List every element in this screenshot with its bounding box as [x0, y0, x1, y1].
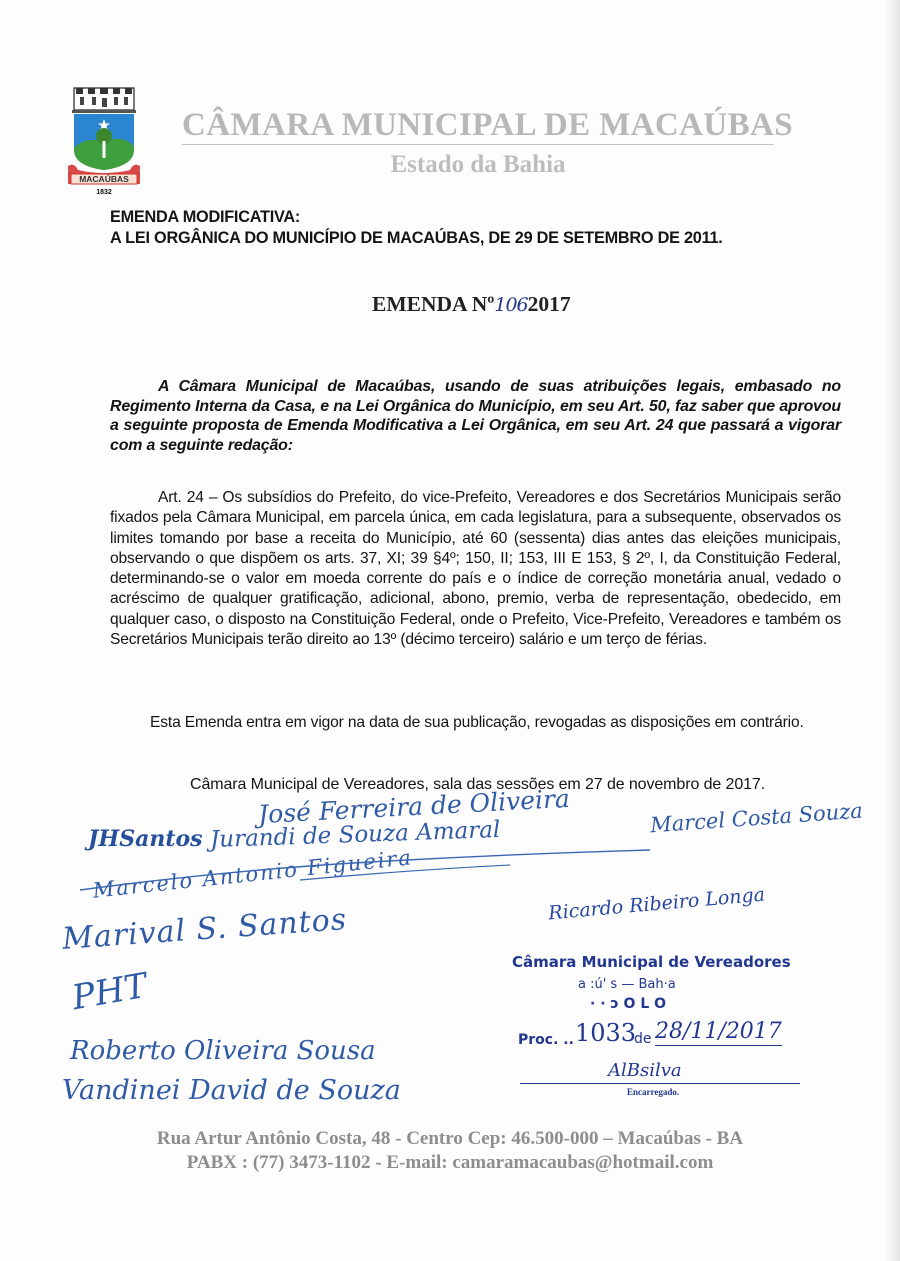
page-edge-shadow	[886, 0, 900, 1261]
signature: PHT	[69, 965, 151, 1019]
stamp-line-3: · · ɔ O L O	[590, 996, 667, 1012]
castle-crown-icon	[72, 88, 136, 113]
signature: Marcel Costa Souza	[649, 798, 864, 838]
dateline: Câmara Municipal de Vereadores, sala das sessões em 27 de novembro de 2017.	[190, 776, 766, 793]
stamp-line-2: a :ú' s — Bah·a	[578, 977, 676, 992]
signature: Vandinei David de Souza	[62, 1075, 401, 1106]
proc-date: 28/11/2017	[655, 1019, 782, 1044]
title-prefix: EMENDA Nº	[372, 292, 495, 316]
signature: JHSantos	[88, 826, 203, 852]
signature: Jurandi de Souza Amaral	[209, 816, 501, 854]
stamp-line-1: Câmara Municipal de Vereadores	[512, 953, 791, 971]
caption-line-2: A LEI ORGÂNICA DO MUNICÍPIO DE MACAÚBAS, DE 29 DE SETEMBRO DE 2011.	[110, 229, 723, 247]
preamble-paragraph: A Câmara Municipal de Macaúbas, usando de suas atribuições legais, embasado no Regimento Interna da Casa, e na Lei Orgânica do Município, em seu Art. 50, faz saber que aprovou a seguinte proposta de Emenda Modificativa a Lei Orgânica, em seu Art. 24 que passará a vigorar com a seguinte redação:	[110, 378, 841, 455]
proc-number: 1033	[575, 1019, 637, 1047]
de-label: de	[634, 1031, 652, 1047]
title-year: 2017	[527, 292, 571, 316]
effect-paragraph: Esta Emenda entra em vigor na data de sua publicação, revogadas as disposições em contrário.	[150, 714, 804, 731]
amendment-title	[372, 292, 571, 317]
stamp-signature-line	[520, 1083, 800, 1084]
signature: Roberto Oliveira Sousa	[70, 1036, 376, 1066]
clerk-role: Encarregado.	[627, 1087, 680, 1097]
handwritten-number: 106	[494, 294, 528, 316]
shield-icon	[74, 114, 134, 170]
footer-address: Rua Artur Antônio Costa, 48 - Centro Cep: 46.500-000 – Macaúbas - BA	[156, 1128, 744, 1149]
coat-of-arms-logo	[66, 86, 142, 198]
signature: José Ferreira de Oliveira	[257, 783, 571, 830]
article-paragraph: Art. 24 – Os subsídios do Prefeito, do vice-Prefeito, Vereadores e dos Secretários Municipais serão fixados pela Câmara Municipal, em parcela única, em cada legislatura, para a subsequente, observados os limites tomando por base a receita do Município, até 60 (sessenta) dias antes das eleições municipais, observando o que dispõem os arts. 37, XI; 39 §4º; 150, II; 153, III E 153, § 2º, I, da Constituição Federal, determinando-se o valor em moeda corrente do país e o índice de correção monetária anual, vedado o acréscimo de qualquer gratificação, adicional, abono, premio, verba de representação, obedecido, em qualquer caso, o disposto na Constituição Federal, onde o Prefeito, Vice-Prefeito, Vereadores e também os Secretários Municipais terão direito ao 13º (décimo terceiro) salário e um terço de férias.	[110, 489, 841, 649]
caption-line-1: EMENDA MODIFICATIVA:	[110, 208, 301, 226]
svg-text:MACAÚBAS: MACAÚBAS	[79, 174, 129, 184]
signature: Marcelo Antonio Figueira	[91, 845, 414, 903]
proc-label: Proc. ..	[518, 1032, 574, 1048]
signature-strokes	[70, 840, 660, 903]
institution-name: CÂMARA MUNICIPAL DE MACAÚBAS	[182, 107, 794, 143]
signature: Ricardo Ribeiro Longa	[547, 883, 766, 925]
svg-text:1832: 1832	[96, 189, 112, 196]
state-name: Estado da Bahia	[390, 151, 566, 178]
signature: Marival S. Santos	[61, 902, 349, 957]
clerk-signature: AlBsilva	[608, 1060, 682, 1081]
footer-contact: PABX : (77) 3473-1102 - E-mail: camaramacaubas@hotmail.com	[186, 1152, 714, 1173]
